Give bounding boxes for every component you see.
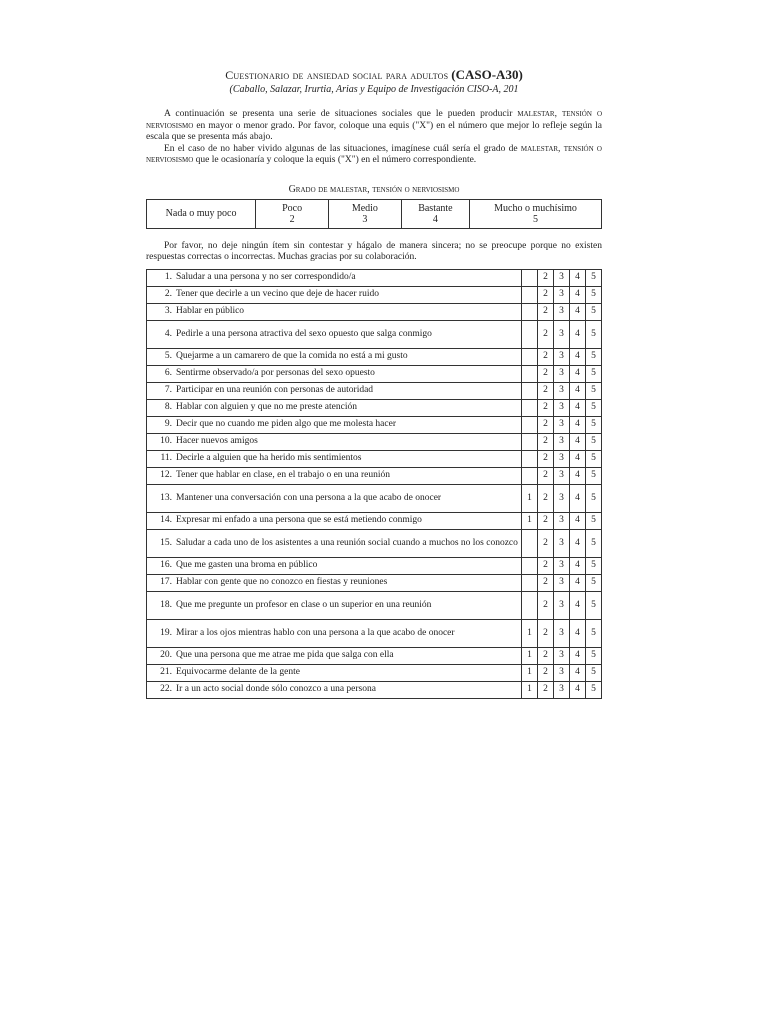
response-option[interactable]: 1 <box>522 484 538 512</box>
item-text: Tener que hablar en clase, en el trabajo o en una reunión <box>176 470 391 480</box>
item-row <box>147 348 602 365</box>
item-number: 8. <box>164 402 172 412</box>
item-row <box>147 529 602 557</box>
response-option[interactable]: 1 <box>522 619 538 647</box>
item-statement <box>150 436 518 447</box>
response-option[interactable]: 4 <box>570 303 586 320</box>
response-option[interactable]: 4 <box>570 664 586 681</box>
page-title <box>146 68 602 82</box>
response-option[interactable]: 4 <box>570 557 586 574</box>
response-option[interactable]: 3 <box>554 574 570 591</box>
response-option[interactable]: 3 <box>554 303 570 320</box>
response-option[interactable]: 4 <box>570 269 586 286</box>
item-row <box>147 303 602 320</box>
response-option[interactable]: 2 <box>538 467 554 484</box>
response-option[interactable] <box>522 591 538 619</box>
response-option[interactable]: 4 <box>570 450 586 467</box>
response-option[interactable]: 2 <box>538 484 554 512</box>
response-option[interactable]: 5 <box>586 619 602 647</box>
item-number: 13. <box>160 492 172 503</box>
response-option[interactable]: 5 <box>586 574 602 591</box>
response-option[interactable]: 2 <box>538 382 554 399</box>
scale-level-label: Bastante <box>418 202 453 214</box>
response-option[interactable]: 2 <box>538 591 554 619</box>
item-row <box>147 416 602 433</box>
item-number: 12. <box>160 470 172 480</box>
item-statement <box>150 538 518 549</box>
response-option[interactable]: 4 <box>570 320 586 348</box>
item-statement <box>150 600 518 611</box>
item-text: Hablar en público <box>176 306 245 316</box>
response-option[interactable]: 3 <box>554 664 570 681</box>
item-row <box>147 382 602 399</box>
response-option[interactable]: 2 <box>538 269 554 286</box>
item-row <box>147 399 602 416</box>
response-option[interactable] <box>522 529 538 557</box>
response-option[interactable]: 5 <box>586 681 602 698</box>
response-option[interactable]: 4 <box>570 574 586 591</box>
item-row <box>147 512 602 529</box>
item-number: 10. <box>160 436 172 446</box>
item-text: Saludar a una persona y no ser correspondido/a <box>176 272 356 282</box>
response-option[interactable]: 4 <box>570 416 586 433</box>
response-option[interactable]: 2 <box>538 512 554 529</box>
item-text: Decirle a alguien que ha herido mis sentimientos <box>176 453 362 463</box>
item-text-cell <box>147 574 522 591</box>
item-statement <box>150 577 518 588</box>
item-statement <box>150 515 518 526</box>
item-text-cell <box>147 467 522 484</box>
response-option[interactable]: 3 <box>554 399 570 416</box>
response-option[interactable]: 4 <box>570 382 586 399</box>
response-option[interactable] <box>522 348 538 365</box>
response-option[interactable]: 2 <box>538 286 554 303</box>
response-option[interactable]: 5 <box>586 557 602 574</box>
response-option[interactable]: 5 <box>586 529 602 557</box>
response-option[interactable] <box>522 450 538 467</box>
item-number: 4. <box>164 328 172 339</box>
response-option[interactable]: 4 <box>570 348 586 365</box>
response-option[interactable] <box>522 467 538 484</box>
response-option[interactable]: 5 <box>586 484 602 512</box>
response-option[interactable]: 4 <box>570 647 586 664</box>
item-statement <box>150 650 518 661</box>
questionnaire-page <box>146 68 602 699</box>
response-option[interactable]: 5 <box>586 303 602 320</box>
items-table <box>146 269 602 699</box>
scale-level <box>256 199 329 228</box>
response-option[interactable]: 2 <box>538 365 554 382</box>
item-statement <box>150 560 518 571</box>
item-statement <box>150 402 518 413</box>
response-option[interactable]: 2 <box>538 399 554 416</box>
item-statement <box>150 684 518 695</box>
response-option[interactable]: 5 <box>586 348 602 365</box>
response-option[interactable]: 4 <box>570 512 586 529</box>
item-text-cell <box>147 619 522 647</box>
item-text-cell <box>147 681 522 698</box>
response-option[interactable]: 5 <box>586 450 602 467</box>
item-text-cell <box>147 557 522 574</box>
item-row <box>147 647 602 664</box>
item-number: 7. <box>164 385 172 395</box>
response-option[interactable]: 3 <box>554 529 570 557</box>
scale-row <box>147 199 602 228</box>
response-option[interactable]: 4 <box>570 529 586 557</box>
item-number: 20. <box>160 650 172 660</box>
item-text-cell <box>147 320 522 348</box>
item-row <box>147 619 602 647</box>
item-number: 3. <box>164 306 172 316</box>
item-number: 16. <box>160 560 172 570</box>
item-row <box>147 484 602 512</box>
response-option[interactable]: 5 <box>586 433 602 450</box>
item-statement <box>150 368 518 379</box>
item-row <box>147 664 602 681</box>
scale-level-label: Nada o muy poco <box>165 208 237 219</box>
response-option[interactable]: 4 <box>570 467 586 484</box>
response-option[interactable]: 5 <box>586 591 602 619</box>
scale-level-label: Poco <box>282 202 303 214</box>
response-option[interactable]: 4 <box>570 399 586 416</box>
item-text: Expresar mi enfado a una persona que se está metiendo conmigo <box>176 515 422 525</box>
item-text-cell <box>147 416 522 433</box>
scale-level-value: 4 <box>432 213 438 225</box>
response-option[interactable]: 3 <box>554 450 570 467</box>
response-option[interactable]: 2 <box>538 681 554 698</box>
scale-level <box>147 199 256 228</box>
item-row <box>147 269 602 286</box>
response-option[interactable]: 1 <box>522 664 538 681</box>
response-option[interactable]: 4 <box>570 681 586 698</box>
item-statement <box>150 667 518 678</box>
response-option[interactable]: 4 <box>570 433 586 450</box>
response-option[interactable]: 3 <box>554 348 570 365</box>
item-text-cell <box>147 591 522 619</box>
scale-level <box>470 199 602 228</box>
response-option[interactable]: 5 <box>586 664 602 681</box>
item-number: 14. <box>160 515 172 525</box>
response-option[interactable]: 2 <box>538 619 554 647</box>
response-option[interactable]: 1 <box>522 647 538 664</box>
item-row <box>147 467 602 484</box>
scale-level-value: 5 <box>533 213 539 225</box>
item-text-cell <box>147 286 522 303</box>
response-option[interactable]: 2 <box>538 574 554 591</box>
item-statement <box>150 493 518 504</box>
response-option[interactable]: 5 <box>586 416 602 433</box>
response-option[interactable]: 3 <box>554 433 570 450</box>
response-option[interactable]: 3 <box>554 467 570 484</box>
item-statement <box>150 329 518 340</box>
page-subtitle: (Caballo, Salazar, Irurtia, Arias y Equipo de Investigación CISO-A, 201 <box>229 84 519 95</box>
response-option[interactable] <box>522 365 538 382</box>
item-text-cell <box>147 512 522 529</box>
response-option[interactable]: 5 <box>586 365 602 382</box>
scale-level-label: Mucho o muchísimo <box>494 202 577 214</box>
item-text: Hablar con alguien y que no me preste atención <box>176 402 357 412</box>
title-code: (CASO-A30) <box>451 67 523 82</box>
item-row <box>147 557 602 574</box>
item-statement <box>150 351 518 362</box>
item-text-cell <box>147 529 522 557</box>
scale-level-value: 3 <box>362 213 368 225</box>
response-option[interactable] <box>522 433 538 450</box>
item-text-cell <box>147 450 522 467</box>
response-option[interactable]: 2 <box>538 348 554 365</box>
response-option[interactable]: 3 <box>554 484 570 512</box>
scale-level-value: 2 <box>289 213 295 225</box>
item-text: Mantener una conversación con una persona a la que acabo de onocer <box>176 492 442 503</box>
item-statement <box>150 470 518 481</box>
response-option[interactable] <box>522 303 538 320</box>
response-option[interactable]: 5 <box>586 269 602 286</box>
response-option[interactable]: 2 <box>538 647 554 664</box>
item-row <box>147 574 602 591</box>
response-option[interactable]: 3 <box>554 681 570 698</box>
item-statement <box>150 453 518 464</box>
response-option[interactable] <box>522 382 538 399</box>
item-text-cell <box>147 664 522 681</box>
item-number: 21. <box>160 667 172 677</box>
item-text-cell <box>147 433 522 450</box>
response-option[interactable]: 5 <box>586 320 602 348</box>
scale-table <box>146 199 602 229</box>
response-option[interactable]: 3 <box>554 416 570 433</box>
response-option[interactable]: 3 <box>554 286 570 303</box>
item-text-cell <box>147 647 522 664</box>
item-row <box>147 286 602 303</box>
item-text-cell <box>147 365 522 382</box>
items-body <box>147 269 602 698</box>
response-option[interactable]: 3 <box>554 647 570 664</box>
item-text: Pedirle a una persona atractiva del sexo opuesto que salga conmigo <box>176 328 432 339</box>
item-number: 11. <box>160 453 172 463</box>
item-statement <box>150 628 518 639</box>
item-text: Participar en una reunión con personas de autoridad <box>176 385 374 395</box>
item-text: Mirar a los ojos mientras hablo con una persona a la que acabo de onocer <box>176 627 455 638</box>
scale-title: Grado de malestar, tensión o nerviosismo <box>288 183 460 195</box>
item-number: 5. <box>164 351 172 361</box>
scale-level-label: Medio <box>351 202 378 214</box>
response-option[interactable]: 3 <box>554 591 570 619</box>
response-option[interactable]: 5 <box>586 467 602 484</box>
instructions-paragraph: Por favor, no deje ningún ítem sin contestar y hágalo de manera sincera; no se preocupe porque no existen respuestas correctas o incorrectas. Muchas gracias por su colaboración. <box>146 240 602 262</box>
intro-paragraph-1: A continuación se presenta una serie de situaciones sociales que le pueden producir malestar, tensión o nerviosismo en mayor o menor grado. Por favor, coloque una equis ("X") en el número que mejor lo refleje según la escala que se presenta más abajo. <box>146 109 602 142</box>
item-text: Decir que no cuando me piden algo que me molesta hacer <box>176 419 396 429</box>
response-option[interactable] <box>522 320 538 348</box>
response-option[interactable]: 4 <box>570 286 586 303</box>
item-row <box>147 591 602 619</box>
response-option[interactable] <box>522 574 538 591</box>
item-text-cell <box>147 269 522 286</box>
response-option[interactable]: 5 <box>586 399 602 416</box>
item-row <box>147 433 602 450</box>
response-option[interactable] <box>522 286 538 303</box>
item-row <box>147 365 602 382</box>
item-text: Que me gasten una broma en público <box>176 560 318 570</box>
intro-paragraph-2: En el caso de no haber vivido algunas de las situaciones, imagínese cuál sería el grado de malestar, tensión o nerviosismo que le ocasionaría y coloque la equis ("X") en el número correspondiente. <box>146 143 602 165</box>
response-option[interactable]: 4 <box>570 365 586 382</box>
item-number: 22. <box>160 684 172 694</box>
item-text: Sentirme observado/a por personas del sexo opuesto <box>176 368 375 378</box>
item-text: Saludar a cada uno de los asistentes a una reunión social cuando a muchos no los conozco <box>176 537 518 548</box>
response-option[interactable]: 1 <box>522 681 538 698</box>
response-option[interactable]: 5 <box>586 286 602 303</box>
item-text: Que me pregunte un profesor en clase o un superior en una reunión <box>176 599 432 610</box>
item-statement <box>150 289 518 300</box>
response-option[interactable]: 4 <box>570 591 586 619</box>
response-option[interactable]: 2 <box>538 416 554 433</box>
response-option[interactable] <box>522 269 538 286</box>
item-statement <box>150 306 518 317</box>
response-option[interactable]: 3 <box>554 557 570 574</box>
response-option[interactable]: 2 <box>538 557 554 574</box>
item-statement <box>150 272 518 283</box>
item-number: 9. <box>164 419 172 429</box>
item-row <box>147 681 602 698</box>
response-option[interactable]: 2 <box>538 450 554 467</box>
item-number: 19. <box>160 627 172 638</box>
item-text: Quejarme a un camarero de que la comida no está a mi gusto <box>176 351 408 361</box>
response-option[interactable]: 3 <box>554 365 570 382</box>
title-main: Cuestionario de ansiedad social para adultos <box>225 68 449 82</box>
response-option[interactable]: 3 <box>554 320 570 348</box>
item-text: Hablar con gente que no conozco en fiestas y reuniones <box>176 577 388 587</box>
item-text: Ir a un acto social donde sólo conozco a una persona <box>176 684 376 694</box>
response-option[interactable]: 5 <box>586 647 602 664</box>
item-number: 18. <box>160 599 172 610</box>
response-option[interactable]: 3 <box>554 512 570 529</box>
item-text-cell <box>147 399 522 416</box>
item-number: 1. <box>164 272 172 282</box>
item-text: Que una persona que me atrae me pida que salga con ella <box>176 650 394 660</box>
item-number: 15. <box>160 537 172 548</box>
response-option[interactable]: 5 <box>586 512 602 529</box>
item-statement <box>150 419 518 430</box>
item-text: Hacer nuevos amigos <box>176 436 258 446</box>
response-option[interactable]: 1 <box>522 512 538 529</box>
item-text-cell <box>147 382 522 399</box>
item-row <box>147 320 602 348</box>
item-text-cell <box>147 484 522 512</box>
response-option[interactable]: 4 <box>570 619 586 647</box>
response-option[interactable]: 2 <box>538 303 554 320</box>
response-option[interactable] <box>522 416 538 433</box>
item-text: Equivocarme delante de la gente <box>176 667 300 677</box>
response-option[interactable] <box>522 399 538 416</box>
response-option[interactable]: 2 <box>538 664 554 681</box>
response-option[interactable] <box>522 557 538 574</box>
item-text: Tener que decirle a un vecino que deje de hacer ruido <box>176 289 379 299</box>
item-text-cell <box>147 348 522 365</box>
item-text-cell <box>147 303 522 320</box>
item-number: 17. <box>160 577 172 587</box>
scale-level <box>401 199 469 228</box>
item-number: 2. <box>164 289 172 299</box>
response-option[interactable]: 3 <box>554 382 570 399</box>
item-statement <box>150 385 518 396</box>
item-number: 6. <box>164 368 172 378</box>
item-row <box>147 450 602 467</box>
response-option[interactable]: 3 <box>554 269 570 286</box>
response-option[interactable]: 2 <box>538 529 554 557</box>
scale-level <box>328 199 401 228</box>
response-option[interactable]: 4 <box>570 484 586 512</box>
response-option[interactable]: 3 <box>554 619 570 647</box>
response-option[interactable]: 2 <box>538 433 554 450</box>
response-option[interactable]: 5 <box>586 382 602 399</box>
response-option[interactable]: 2 <box>538 320 554 348</box>
